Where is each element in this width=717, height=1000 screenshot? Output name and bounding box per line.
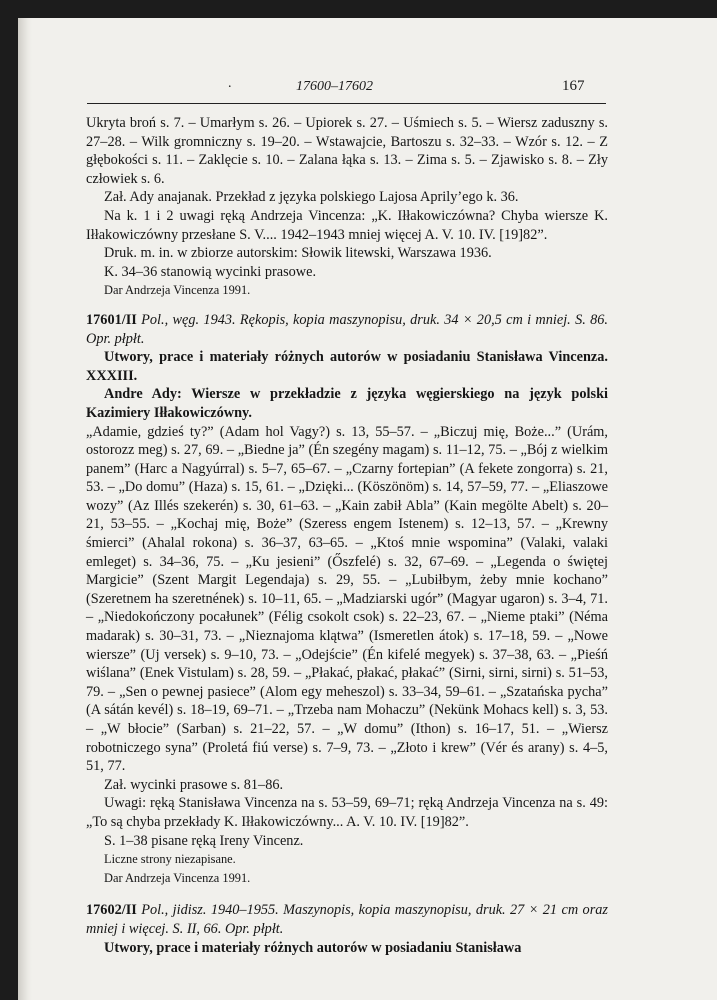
page-binding-edge — [18, 18, 32, 1000]
entry-17601-note-1: Zał. wycinki prasowe s. 81–86. — [104, 776, 284, 793]
entry-17602-header — [86, 901, 608, 938]
prev-entry-note-4: K. 34–36 stanowią wycinki prasowe. — [104, 263, 317, 280]
document-page — [18, 18, 717, 1000]
prev-entry-note-2: Na k. 1 i 2 uwagi ręką Andrzeja Vincenza: „K. Iłłakowiczówna? Chyba wiersze K. Iłłakowiczówny przesłane S. V.... 1942–1943 mniej więcej A. V. 10. IV. [19]82”. — [86, 207, 608, 243]
entry-17601-provenance: Dar Andrzeja Vincenza 1991. — [104, 870, 251, 885]
header-dot: . — [228, 76, 232, 91]
entry-17601-small-note: Liczne strony niezapisane. — [104, 852, 236, 867]
entry-17601-contents: „Adamie, gdzieś ty?” (Adam hol Vagy?) s. 13, 55–57. – „Biczuj mię, Boże...” (Urám, ostorozz meg) s. 27, 69. – „Biedne ja” (Én szegény magam) s. 11–12, 75. – „Bój z wielkim panem” (Harc a Nagyúrral) s. 5–7, 65–67. – „Czarny fortepian” (A fekete zongorra) s. 21, 53. – „Do domu” (Haza) s. 15, 61. – „Dzięki... (Köszönöm) s. 14, 57–59, 77. – „Eliaszowe wozy” (Az Illés szekerén) s. 30, 61–63. – „Kain zabił Abla” (Kain megölte Abelt) s. 20–21, 53–55. – „Kochaj mię, Boże” (Szeress engem Istenem) s. 12–13, 57. – „Krewny śmierci” (Ahalal rokona) s. 36–37, 63–65. – „Ktoś mnie wspomina” (Valaki, valaki emleget) s. 34–36, 75. – „Ku jesieni” (Őszfelé) s. 32, 67–69. – „Legenda o świętej Margicie” (Szent Margit Legendaja) s. 29, 55. – „Lubiłbym, żeby mnie kochano” (Szeretnem ha szeretnének) s. 10–11, 65. – „Madziarski ugór” (Magyar ugaron) s. 3–4, 71. – „Niedokończony pocałunek” (Félig csokolt csok) s. 22–23, 67. – „Nieme ptaki” (Néma madarak) s. 30–31, 73. – „Nieznajoma klątwa” (Ismeretlen átok) s. 17–18, 59. – „Nowe wiersze” (Uj versek) s. 9–10, 73. – „Odejście” (Én kifelé megyek) s. 37–38, 63. – „Pieśń wiślana” (Enek Vistulam) s. 28, 59. – „Płakać, płakać, płakać” (Sirni, sirni, sirni) s. 51–53, 79. – „Sen o pewnej pasiece” (Alom egy meheszol) s. 33–34, 59–61. – „Szatańska pycha” (A sátán kevél) s. 18–19, 69–71. – „Trzeba nam Mohaczu” (Nekünk Mohacs kell) s. 3, 53. – „W błocie” (Sarban) s. 21–22, 57. – „W domu” (Ithon) s. 16–17, 51. – „Wiersz robotniczego syna” (Proletá fiú verse) s. 7–9, 73. – „Złoto i krew” (Vér és arany) s. 4–5, 51, 77. — [86, 423, 608, 775]
prev-entry-contents: Ukryta broń s. 7. – Umarłym s. 26. – Upiorek s. 27. – Uśmiech s. 5. – Wiersz zaduszny s. 27–28. – Wilk gromniczny s. 19–20. – Wstawajcie, Bartoszu s. 32–33. – Wzór s. 12. – Z głębokości s. 11. – Zaklęcie s. 10. – Zalana łąka s. 13. – Zima s. 5. – Zjawisko s. 8. – Zły człowiek s. 6. — [86, 115, 608, 187]
prev-entry-provenance: Dar Andrzeja Vincenza 1991. — [104, 283, 251, 298]
entry-17602-series-title: Utwory, prace i materiały różnych autorów w posiadaniu Stanisława — [104, 939, 522, 956]
entry-17601-note-3: S. 1–38 pisane ręką Ireny Vincenz. — [104, 832, 304, 849]
entry-17601-series-title: Utwory, prace i materiały różnych autorów w posiadaniu Stanisława Vincenza. XXXIII. — [86, 349, 608, 384]
page-number: 167 — [562, 78, 585, 94]
entry-17601-header — [86, 311, 608, 348]
spacer — [86, 300, 608, 311]
spacer — [86, 887, 608, 901]
prev-entry-note-1: Zał. Ady anajanak. Przekład z języka polskiego Lajosa Aprily’ego k. 36. — [104, 189, 519, 206]
entry-17601-description: Pol., węg. 1943. Rękopis, kopia maszynopisu, druk. 34 × 20,5 cm i mniej. S. 86. Opr. płpłt. — [86, 311, 608, 347]
entry-17601-note-2: Uwagi: ręką Stanisława Vincenza na s. 53–59, 69–71; ręką Andrzeja Vincenza na s. 49: „To są chyba przekłady K. Iłłakowiczówny... A. V. 10. IV. [19]82”. — [86, 795, 608, 830]
header-rule — [87, 103, 606, 104]
entry-17602-description: Pol., jidisz. 1940–1955. Maszynopis, kopia maszynopisu, druk. 27 × 21 cm oraz mniej i więcej. S. II, 66. Opr. płpłt. — [86, 902, 608, 937]
page-body — [86, 114, 608, 957]
prev-entry-note-3: Druk. m. in. w zbiorze autorskim: Słowik litewski, Warszawa 1936. — [104, 245, 492, 262]
entry-17601-signature: 17601/II — [86, 311, 137, 328]
running-title: 17600–17602 — [296, 79, 373, 94]
entry-17601-work-title: Andre Ady: Wiersze w przekładzie z języka węgierskiego na język polski Kazimiery Iłłakowiczówny. — [86, 386, 608, 421]
entry-17602-signature: 17602/II — [86, 902, 137, 919]
